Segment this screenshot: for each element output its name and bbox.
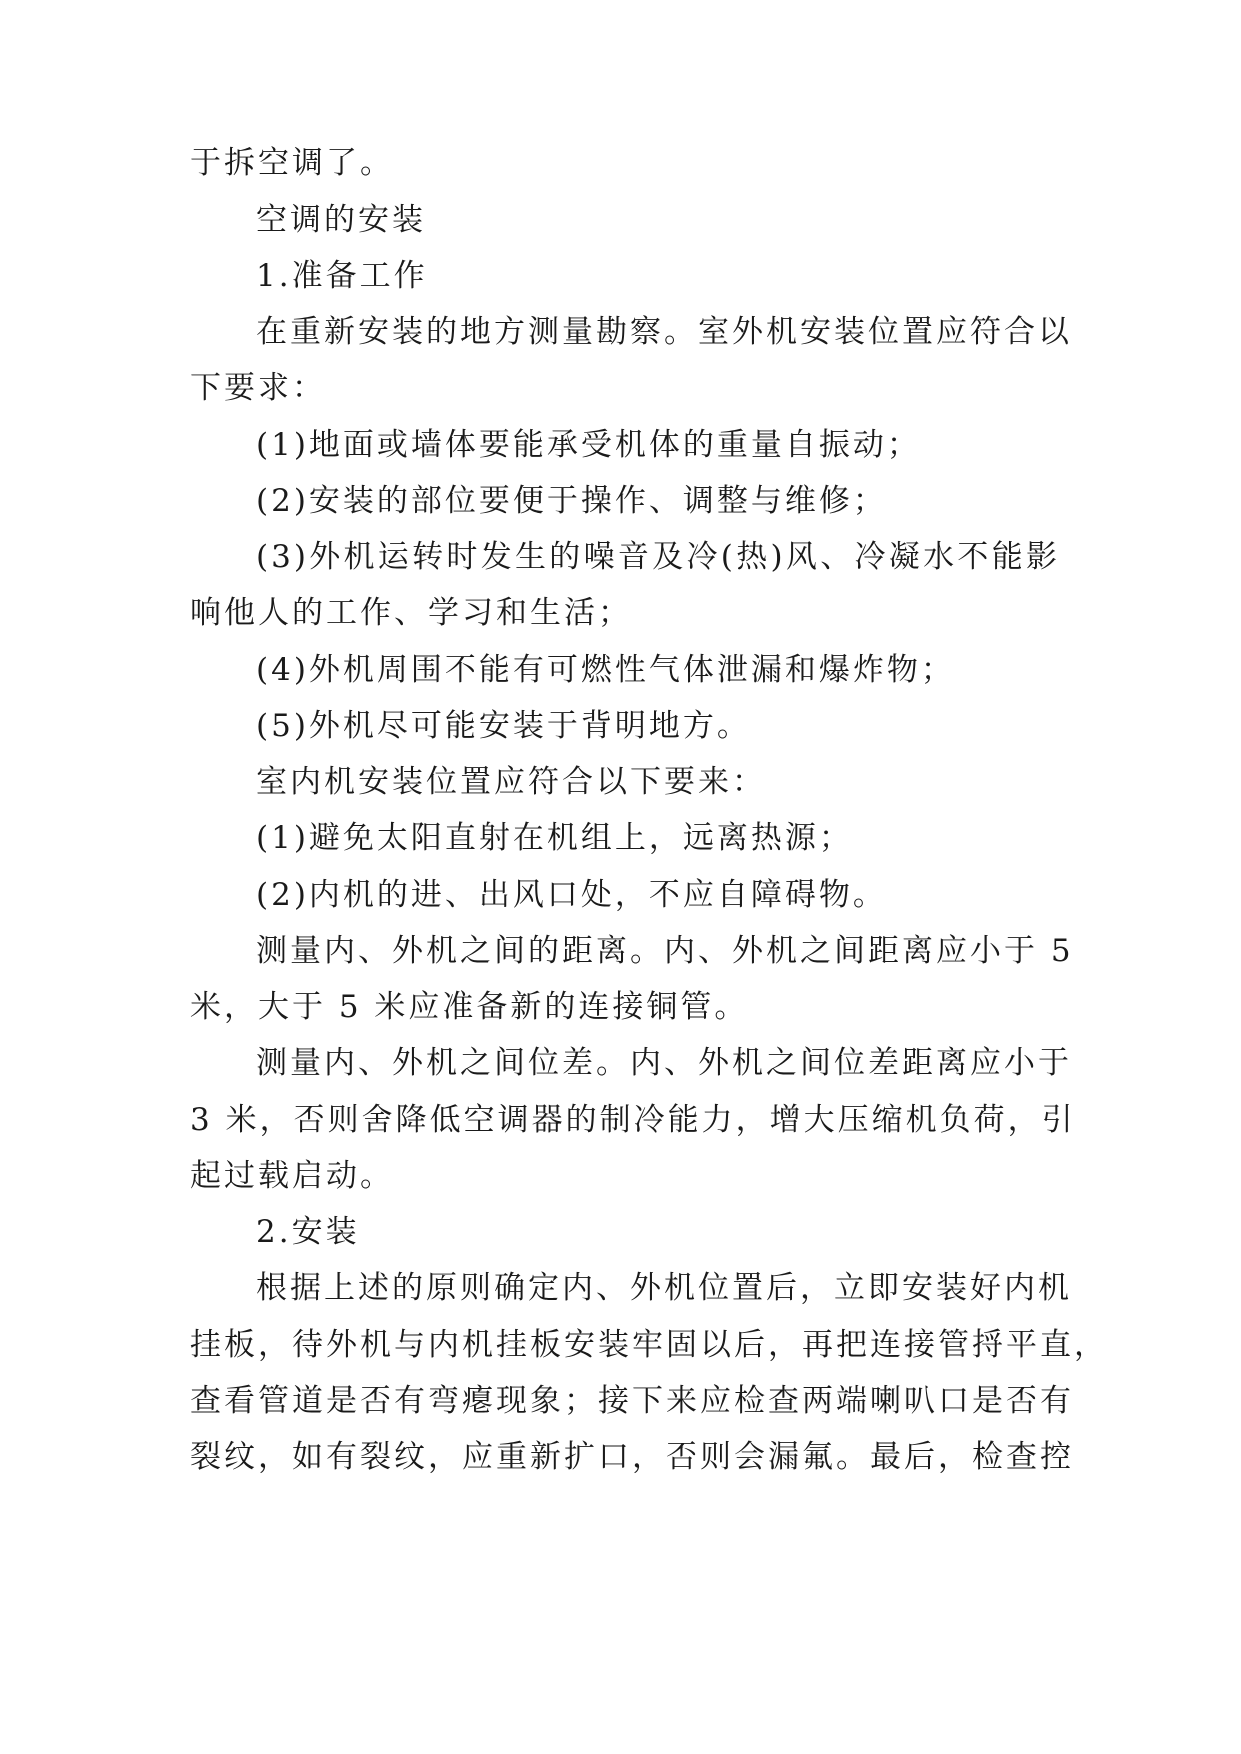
subsection-heading: 2.安装 [256,1214,360,1250]
text-line: 起过载启动。 [190,1158,394,1194]
text-line: 米，大于 5 米应准备新的连接铜管。 [190,989,749,1025]
text-line: 挂板，待外机与内机挂板安装牢固以后，再把连接管捋平直， [190,1327,1108,1363]
list-item: (5)外机尽可能安装于背明地方。 [256,708,751,744]
list-item: (2)内机的进、出风口处，不应自障碍物。 [256,877,887,913]
text-line: 在重新安装的地方测量勘察。室外机安装位置应符合以 [256,314,1072,350]
list-item: (1)地面或墙体要能承受机体的重量自振动； [256,427,921,463]
text-line: 3 米，否则舍降低空调器的制冷能力，增大压缩机负荷，引 [190,1102,1076,1138]
text-line: 测量内、外机之间的距离。内、外机之间距离应小于 5 [256,933,1074,969]
list-item: (4)外机周围不能有可燃性气体泄漏和爆炸物； [256,652,955,688]
text-line: 测量内、外机之间位差。内、外机之间位差距离应小于 [256,1045,1072,1081]
text-line: 响他人的工作、学习和生活； [190,595,632,631]
list-item: (3)外机运转时发生的噪音及冷(热)风、冷凝水不能影 [256,539,1060,575]
list-item: (1)避免太阳直射在机组上，远离热源； [256,820,853,856]
text-line: 根据上述的原则确定内、外机位置后，立即安装好内机 [256,1270,1072,1306]
text-line: 裂纹，如有裂纹，应重新扩口，否则会漏氟。最后，检查控 [190,1439,1074,1475]
subsection-heading: 1.准备工作 [256,258,428,294]
list-item: (2)安装的部位要便于操作、调整与维修； [256,483,887,519]
text-line: 于拆空调了。 [190,145,394,181]
section-heading: 空调的安装 [256,202,426,238]
text-line: 室内机安装位置应符合以下要来： [256,764,766,800]
text-line: 查看管道是否有弯瘪现象；接下来应检查两端喇叭口是否有 [190,1383,1074,1419]
text-line: 下要求： [190,370,326,406]
